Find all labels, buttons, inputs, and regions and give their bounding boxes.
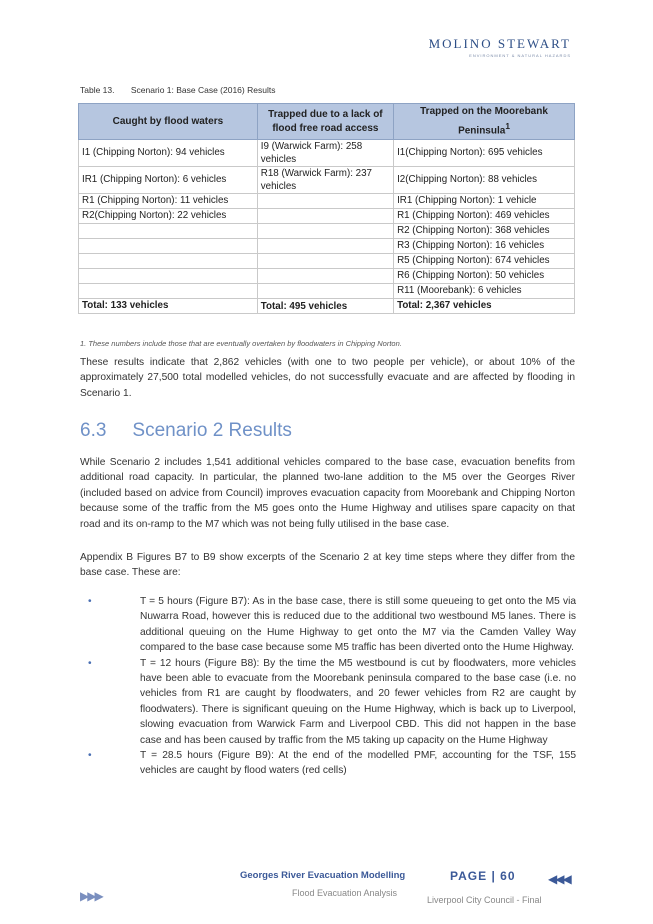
section-title: Scenario 2 Results xyxy=(132,420,292,441)
table-cell xyxy=(257,209,393,224)
table-cell: R3 (Chipping Norton): 16 vehicles xyxy=(394,239,575,254)
list-item xyxy=(88,594,576,656)
list-item xyxy=(88,656,576,748)
table-cell xyxy=(79,239,258,254)
total-trapped-peninsula: Total: 2,367 vehicles xyxy=(394,299,575,314)
table-row xyxy=(79,254,575,269)
section-heading xyxy=(80,420,292,442)
appendix-paragraph: Appendix B Figures B7 to B9 show excerpts of the Scenario 2 at key time steps where they differ from the base case. These are: xyxy=(80,552,575,579)
table-caption-number: Table 13. xyxy=(80,85,115,95)
back-arrows-icon: ◀◀◀ xyxy=(548,872,570,886)
table-row xyxy=(79,224,575,239)
time-step-list xyxy=(88,594,576,779)
table-cell: R6 (Chipping Norton): 50 vehicles xyxy=(394,269,575,284)
table-cell xyxy=(257,284,393,299)
table-cell: IR1 (Chipping Norton): 1 vehicle xyxy=(394,194,575,209)
table-row xyxy=(79,167,575,194)
header-trapped-access: Trapped due to a lack of flood free road access xyxy=(257,104,393,140)
results-table xyxy=(78,103,575,314)
table-cell xyxy=(79,284,258,299)
header-peninsula-text: Trapped on the Moorebank Peninsula xyxy=(420,106,548,137)
scenario-2-paragraph: While Scenario 2 includes 1,541 additional vehicles compared to the base case, evacuation benefits from additional road capacity. In particular, the planned two-lane addition to the M5 over the Georges River (included based on advice from Council) improves evacuation capacity from Moorebank and Chipping Norton because some of the traffic from the M5 goes onto the Hume Highway and utilises spare capacity on that road and its on-ramp to the M7 which was not being fully utilised in the base case. xyxy=(80,457,575,530)
table-cell: R18 (Warwick Farm): 237 vehicles xyxy=(257,167,393,194)
table-cell xyxy=(79,224,258,239)
table-cell xyxy=(257,269,393,284)
page-number: PAGE | 60 xyxy=(450,869,516,883)
table-cell: R2 (Chipping Norton): 368 vehicles xyxy=(394,224,575,239)
table-cell xyxy=(79,254,258,269)
table-caption-title: Scenario 1: Base Case (2016) Results xyxy=(130,85,276,95)
table-row xyxy=(79,209,575,224)
bullet-icon: • xyxy=(88,750,92,762)
table-row xyxy=(79,194,575,209)
table-caption xyxy=(80,85,275,95)
company-logo xyxy=(411,36,571,58)
forward-arrows-icon: ▶▶▶ xyxy=(80,889,102,903)
table-cell xyxy=(79,269,258,284)
table-footnote: 1. These numbers include those that are eventually overtaken by floodwaters in Chipping Norton. xyxy=(80,339,402,348)
table-cell xyxy=(257,254,393,269)
table-header-row xyxy=(79,104,575,140)
footnote-marker: 1 xyxy=(505,121,510,131)
results-paragraph: These results indicate that 2,862 vehicles (with one to two people per vehicle), or about 10% of the approximately 27,500 total modelled vehicles, do not successfully evacuate and are affected by flooding in Scenario 1. xyxy=(80,357,575,399)
table-cell xyxy=(257,194,393,209)
bullet-icon: • xyxy=(88,657,92,669)
table-cell: I2(Chipping Norton): 88 vehicles xyxy=(394,167,575,194)
table-cell: R1 (Chipping Norton): 469 vehicles xyxy=(394,209,575,224)
bullet-icon: • xyxy=(88,596,92,607)
table-cell: I9 (Warwick Farm): 258 vehicles xyxy=(257,140,393,167)
table-cell xyxy=(257,239,393,254)
footer-title: Georges River Evacuation Modelling xyxy=(240,870,406,881)
logo-name: MOLINO STEWART xyxy=(428,36,571,51)
table-cell: R1 (Chipping Norton): 11 vehicles xyxy=(79,194,258,209)
table-cell: IR1 (Chipping Norton): 6 vehicles xyxy=(79,167,258,194)
table-cell: R2(Chipping Norton): 22 vehicles xyxy=(79,209,258,224)
list-item-text: T = 28.5 hours (Figure B9): At the end of the modelled PMF, accounting for the TSF, 155 vehicles are caught by flood waters (red cells) xyxy=(140,750,576,777)
header-trapped-peninsula xyxy=(394,104,575,140)
table-row xyxy=(79,284,575,299)
table-cell: R5 (Chipping Norton): 674 vehicles xyxy=(394,254,575,269)
section-number: 6.3 xyxy=(80,420,107,441)
table-row xyxy=(79,140,575,167)
table-row xyxy=(79,239,575,254)
footer-client: Liverpool City Council - Final xyxy=(427,895,542,905)
logo-tagline: ENVIRONMENT & NATURAL HAZARDS xyxy=(469,53,571,58)
table-cell xyxy=(257,224,393,239)
table-row xyxy=(79,269,575,284)
total-caught: Total: 133 vehicles xyxy=(79,299,258,314)
total-trapped-access: Total: 495 vehicles xyxy=(257,299,393,314)
footer-subtitle: Flood Evacuation Analysis xyxy=(292,888,398,898)
table-cell: I1(Chipping Norton): 695 vehicles xyxy=(394,140,575,167)
table-cell: R11 (Moorebank): 6 vehicles xyxy=(394,284,575,299)
table-cell: I1 (Chipping Norton): 94 vehicles xyxy=(79,140,258,167)
table-total-row xyxy=(79,299,575,314)
list-item-text: T = 12 hours (Figure B8): By the time the M5 westbound is cut by floodwaters, more vehicles have been able to evacuate from the Moorebank peninsula compared to the base case (i.e. no vehicles from R1 are caught by floodwaters, and 20 fewer vehicles from R2 are caught by floodwaters). There is significant queuing on the Hume Highway, which is back up to Liverpool, slowing evacuation from Warwick Farm and Liverpool CBD. This did not happen in the base case and has been caused by traffic from the M5 taking up capacity on the Hume Highway xyxy=(140,657,576,746)
header-caught: Caught by flood waters xyxy=(79,104,258,140)
list-item-text: T = 5 hours (Figure B7): As in the base case, there is still some queueing to get onto the M5 via Nuwarra Road, however this is reduced due to the additional two westbound M5 lanes. There is additional queuing on the Hume Highway to get onto the M7 via the Camden Valley Way compared to the base case because some M5 traffic has been diverted onto the Hume Highway. xyxy=(140,596,576,654)
list-item xyxy=(88,748,576,779)
